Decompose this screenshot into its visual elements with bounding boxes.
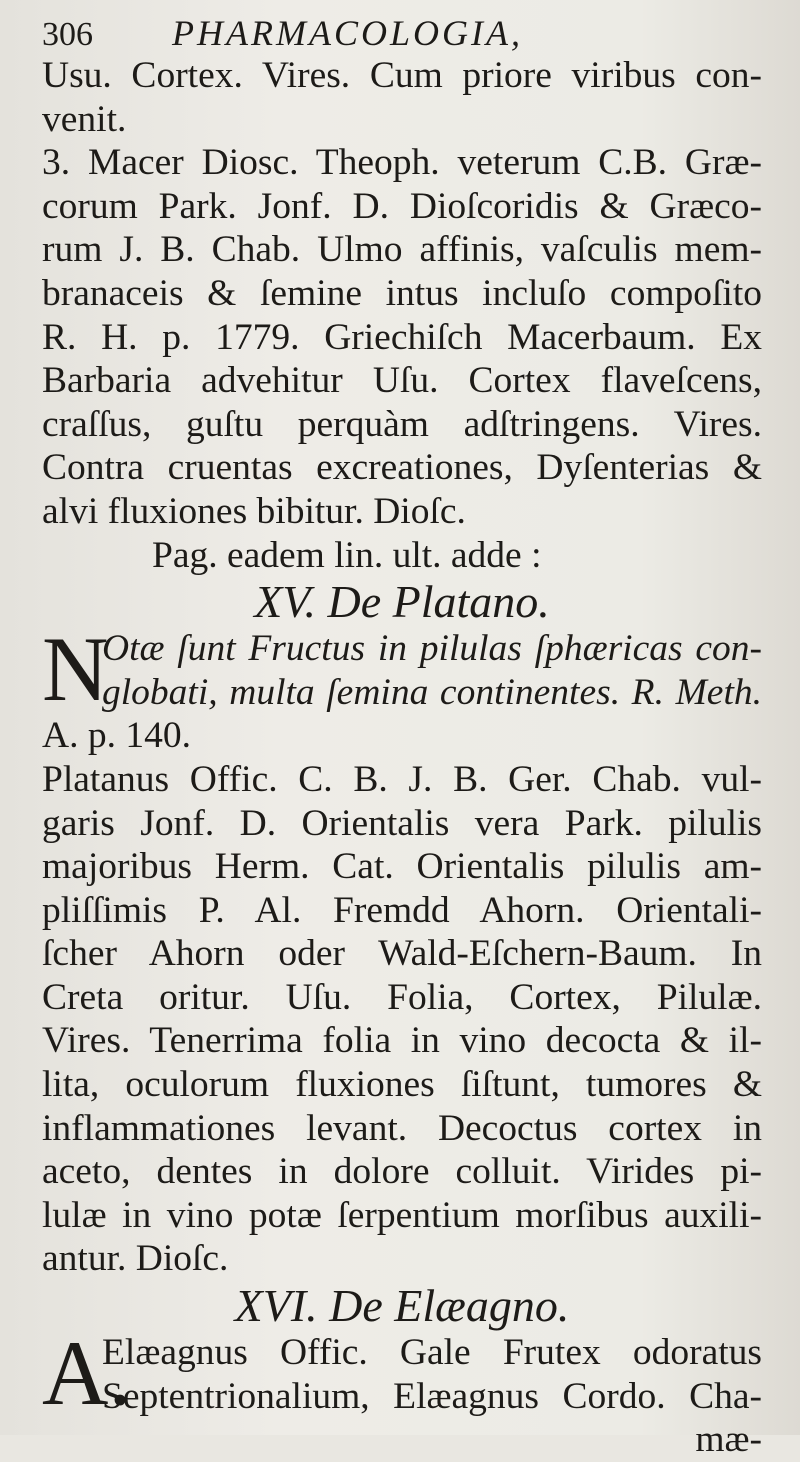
text-line: venit.	[42, 98, 127, 140]
text-line: Elæagnus Offic. Gale Frutex odoratus	[102, 1332, 762, 1374]
text-line: pliſſimis P. Al. Fremdd Ahorn. Orientali-	[42, 889, 762, 931]
section-heading-platano: XV. De Platano.	[254, 576, 550, 628]
entry-macer-text	[42, 54, 762, 577]
text-line: garis Jonf. D. Orientalis vera Park. pilulis	[42, 802, 762, 844]
text-line: Creta oritur. Uſu. Folia, Cortex, Pilulæ.	[42, 976, 762, 1018]
text-line: antur. Dioſc.	[42, 1238, 229, 1280]
page-number: 306	[42, 16, 93, 53]
text-line: Otæ ſunt Fructus in pilulas ſphæricas con-	[102, 628, 762, 670]
text-line: Vires. Tenerrima folia in vino decocta & il-	[42, 1020, 762, 1062]
entry-platanus-text	[42, 714, 762, 1281]
note-line: Pag. eadem lin. ult. adde :	[152, 534, 542, 576]
text-line: ſcher Ahorn oder Wald-Eſchern-Baum. In	[42, 933, 762, 975]
running-head: PHARMACOLOGIA,	[172, 13, 523, 53]
text-line: globati, multa ſemina continentes. R. Meth.	[102, 671, 762, 713]
text-line: rum J. B. Chab. Ulmo affinis, vaſculis mem-	[42, 229, 762, 271]
text-line: Barbaria advehitur Uſu. Cortex flaveſcens,	[42, 360, 762, 402]
text-line: branaceis & ſemine intus incluſo compoſito	[42, 272, 762, 314]
section-heading-elaeagno: XVI. De Elæagno.	[234, 1280, 570, 1332]
drop-cap: N	[42, 618, 109, 721]
text-line: corum Park. Jonf. D. Dioſcoridis & Græco-	[42, 185, 762, 227]
text-line: Septentrionalium, Elæagnus Cordo. Cha-	[102, 1375, 762, 1417]
section-elaeagno-intro	[42, 1322, 762, 1462]
text-line: inflammationes levant. Decoctus cortex in	[42, 1107, 762, 1149]
text-line: alvi fluxiones bibitur. Dioſc.	[42, 490, 466, 532]
text-line: lita, oculorum fluxiones ſiſtunt, tumores &	[42, 1064, 762, 1106]
page-header	[42, 14, 762, 54]
text-line: Contra cruentas excreationes, Dyſenterias &	[42, 447, 762, 489]
text-line: Usu. Cortex. Vires. Cum priore viribus con-	[42, 55, 762, 96]
text-line: Platanus Offic. C. B. J. B. Ger. Chab. vul-	[42, 758, 762, 800]
text-line: aceto, dentes in dolore colluit. Virides pi-	[42, 1151, 762, 1193]
text-line: R. H. p. 1779. Griechiſch Macerbaum. Ex	[42, 316, 762, 358]
text-line: majoribus Herm. Cat. Orientalis pilulis am-	[42, 846, 762, 888]
section-platano-intro	[42, 618, 762, 721]
catchword: mæ-	[695, 1419, 762, 1461]
text-line: A. p. 140.	[42, 715, 191, 757]
text-line: lulæ in vino potæ ſerpentium morſibus auxili-	[42, 1194, 762, 1236]
text-line: 3. Macer Diosc. Theoph. veterum C.B. Græ-	[42, 142, 762, 184]
text-line: craſſus, guſtu perquàm adſtringens. Vires.	[42, 403, 762, 445]
drop-cap: A.	[42, 1322, 132, 1425]
